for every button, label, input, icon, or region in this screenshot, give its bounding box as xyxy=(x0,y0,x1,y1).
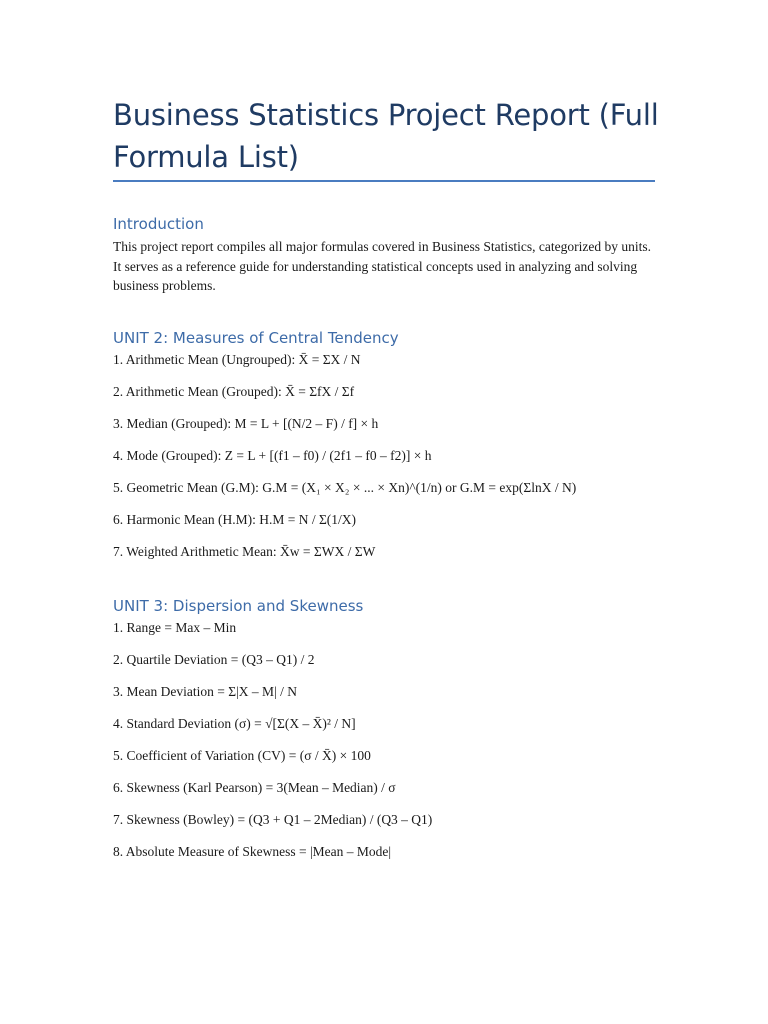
unit2-formula-5: 5. Geometric Mean (G.M): G.M = (X₁ × X₂ × ... × Xn)^(1/n) or G.M = exp(ΣlnX / N) xyxy=(113,480,577,495)
introduction-text: This project report compiles all major formulas covered in Business Statistics, categorized by units. It serves as a reference guide for understanding statistical concepts used in analyzing and solving business problems. xyxy=(113,239,651,293)
unit3-formula-6: 6. Skewness (Karl Pearson) = 3(Mean – Median) / σ xyxy=(113,780,396,795)
unit3-formula-3: 3. Mean Deviation = Σ|X – M| / N xyxy=(113,684,297,699)
unit3-formula-2: 2. Quartile Deviation = (Q3 – Q1) / 2 xyxy=(113,652,315,667)
unit2-formula-7: 7. Weighted Arithmetic Mean: X̄w = ΣWX / ΣW xyxy=(113,544,376,559)
unit3-heading: UNIT 3: Dispersion and Skewness xyxy=(113,597,364,615)
document-title: Business Statistics Project Report (Full Formula List) xyxy=(113,98,659,174)
unit3-formula-7: 7. Skewness (Bowley) = (Q3 + Q1 – 2Median) / (Q3 – Q1) xyxy=(113,812,433,827)
introduction-heading: Introduction xyxy=(113,215,204,233)
unit3-formula-8: 8. Absolute Measure of Skewness = |Mean – Mode| xyxy=(113,844,392,859)
title-divider xyxy=(113,180,655,182)
unit2-formula-4: 4. Mode (Grouped): Z = L + [(f1 – f0) / (2f1 – f0 – f2)] × h xyxy=(113,448,432,463)
unit3-formula-4: 4. Standard Deviation (σ) = √[Σ(X – X̄)² / N] xyxy=(113,716,356,731)
unit3-formula-5: 5. Coefficient of Variation (CV) = (σ / X̄) × 100 xyxy=(113,748,371,763)
unit2-formula-2: 2. Arithmetic Mean (Grouped): X̄ = ΣfX / Σf xyxy=(113,384,355,399)
unit2-heading: UNIT 2: Measures of Central Tendency xyxy=(113,329,399,347)
unit2-formula-6: 6. Harmonic Mean (H.M): H.M = N / Σ(1/X) xyxy=(113,512,357,527)
unit3-formula-1: 1. Range = Max – Min xyxy=(113,620,237,635)
unit2-formula-1: 1. Arithmetic Mean (Ungrouped): X̄ = ΣX / N xyxy=(113,352,361,367)
unit2-formula-3: 3. Median (Grouped): M = L + [(N/2 – F) / f] × h xyxy=(113,416,379,431)
